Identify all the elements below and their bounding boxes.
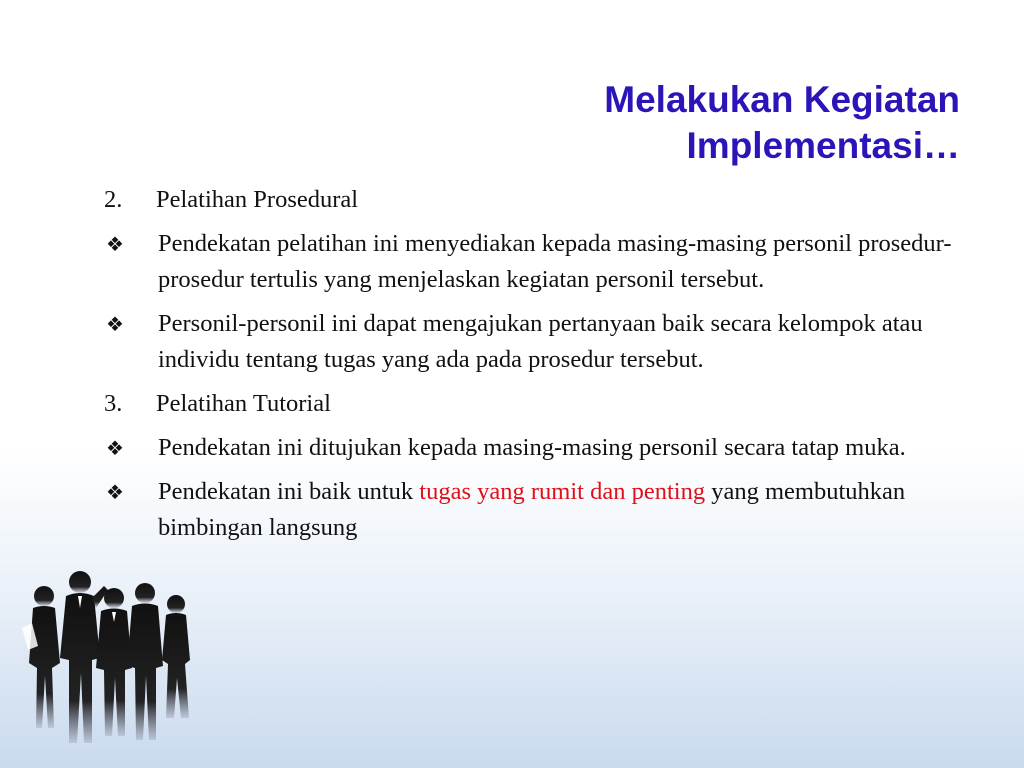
slide-title <box>260 77 960 169</box>
diamond-bullet-icon: ❖ <box>106 480 124 504</box>
bullet-text-before: Pendekatan ini baik untuk <box>158 478 420 505</box>
bullet-text: Pendekatan ini ditujukan kepada masing-masing personil secara tatap muka. <box>158 434 906 461</box>
bullet-item <box>104 226 954 298</box>
numbered-item <box>104 182 954 218</box>
slide-content <box>104 182 954 554</box>
bullet-item <box>104 306 954 378</box>
number-marker: 2. <box>104 186 123 213</box>
title-line-1: Melakukan Kegiatan <box>604 78 960 120</box>
bullet-item <box>104 474 954 546</box>
business-people-silhouette-image <box>0 568 240 768</box>
item-heading: Pelatihan Tutorial <box>156 390 331 417</box>
diamond-bullet-icon: ❖ <box>106 232 124 256</box>
title-line-2: Implementasi… <box>686 124 960 166</box>
bullet-item <box>104 430 954 466</box>
bullet-text <box>158 474 954 546</box>
diamond-bullet-icon: ❖ <box>106 312 124 336</box>
diamond-bullet-icon: ❖ <box>106 436 124 460</box>
number-marker: 3. <box>104 390 123 417</box>
item-heading: Pelatihan Prosedural <box>156 186 359 213</box>
highlighted-text: tugas yang rumit dan penting <box>419 478 706 505</box>
bullet-text: Personil-personil ini dapat mengajukan pertanyaan baik secara kelompok atau individu tentang tugas yang ada pada prosedur tersebut. <box>158 310 923 373</box>
bullet-text: Pendekatan pelatihan ini menyediakan kepada masing-masing personil prosedur-prosedur tertulis yang menjelaskan kegiatan personil tersebut. <box>158 230 952 293</box>
numbered-item <box>104 386 954 422</box>
bullet-text-after: yang membutuhkan bimbingan langsung <box>158 478 906 541</box>
